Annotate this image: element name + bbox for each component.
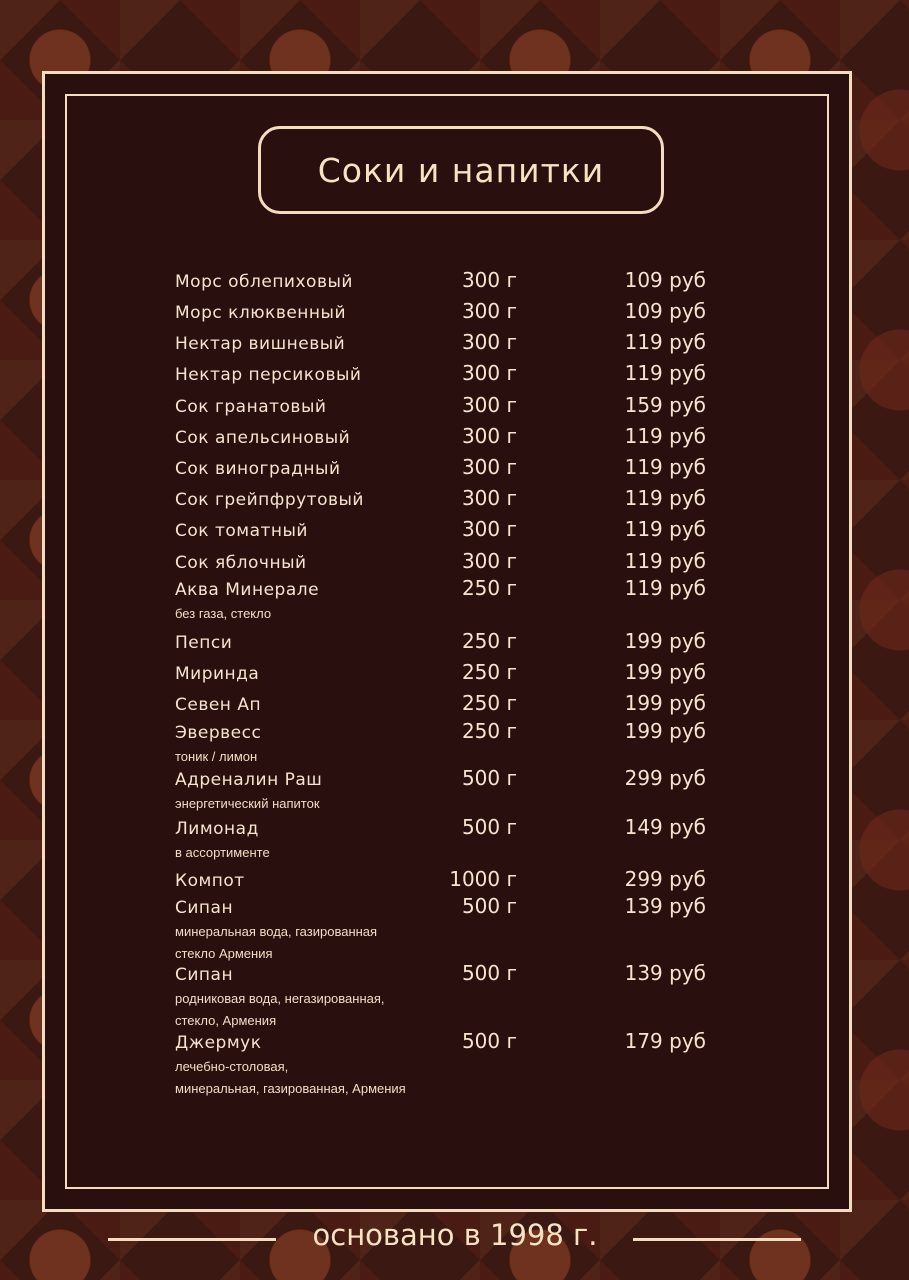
menu-item bbox=[0, 486, 909, 520]
item-volume: 300 г bbox=[461, 330, 517, 354]
item-price: 119 руб bbox=[624, 517, 706, 541]
item-name: Сок гранатовый bbox=[175, 397, 327, 417]
item-name: Сипан bbox=[175, 965, 234, 985]
menu-item bbox=[0, 299, 909, 333]
item-price: 119 руб bbox=[624, 424, 706, 448]
menu-item bbox=[0, 1029, 909, 1096]
item-volume: 300 г bbox=[461, 268, 517, 292]
menu-item bbox=[0, 894, 909, 961]
item-description: минеральная вода, газированная bbox=[175, 924, 378, 939]
item-price: 119 руб bbox=[624, 455, 706, 479]
item-name: Сок томатный bbox=[175, 521, 308, 541]
menu-item bbox=[0, 660, 909, 694]
item-description: тоник / лимон bbox=[175, 749, 258, 764]
menu-item bbox=[0, 766, 909, 811]
item-volume: 250 г bbox=[461, 576, 517, 600]
item-price: 149 руб bbox=[624, 815, 706, 839]
item-price: 199 руб bbox=[624, 719, 706, 743]
item-price: 119 руб bbox=[624, 330, 706, 354]
item-name: Компот bbox=[175, 871, 245, 891]
item-volume: 300 г bbox=[461, 361, 517, 385]
item-name: Сок яблочный bbox=[175, 553, 307, 573]
item-volume: 250 г bbox=[461, 719, 517, 743]
item-name: Севен Ап bbox=[175, 695, 262, 715]
item-description: без газа, стекло bbox=[175, 606, 272, 621]
menu-item bbox=[0, 629, 909, 663]
item-name: Миринда bbox=[175, 664, 260, 684]
title-frame bbox=[258, 126, 664, 214]
item-price: 199 руб bbox=[624, 660, 706, 684]
item-volume: 500 г bbox=[461, 961, 517, 985]
item-volume: 500 г bbox=[461, 815, 517, 839]
item-price: 119 руб bbox=[624, 361, 706, 385]
item-volume: 500 г bbox=[461, 1029, 517, 1053]
menu-item bbox=[0, 576, 909, 621]
footer-right-line bbox=[633, 1238, 801, 1241]
menu-item bbox=[0, 393, 909, 427]
item-price: 109 руб bbox=[624, 299, 706, 323]
item-volume: 250 г bbox=[461, 629, 517, 653]
menu-item bbox=[0, 815, 909, 860]
item-name: Джермук bbox=[175, 1033, 262, 1053]
item-name: Лимонад bbox=[175, 819, 259, 839]
item-name: Эвервесс bbox=[175, 723, 262, 743]
menu-item bbox=[0, 361, 909, 395]
page-title: Соки и напитки bbox=[317, 150, 605, 190]
menu-item bbox=[0, 867, 909, 901]
item-name: Морс клюквенный bbox=[175, 303, 347, 323]
menu-item bbox=[0, 691, 909, 725]
menu-item bbox=[0, 268, 909, 302]
item-name: Нектар персиковый bbox=[175, 365, 362, 385]
menu-item bbox=[0, 961, 909, 1028]
item-name: Морс облепиховый bbox=[175, 272, 353, 292]
item-price: 139 руб bbox=[624, 961, 706, 985]
item-name: Адреналин Раш bbox=[175, 770, 323, 790]
item-volume: 300 г bbox=[461, 486, 517, 510]
item-description: в ассортименте bbox=[175, 845, 270, 860]
item-price: 159 руб bbox=[624, 393, 706, 417]
item-volume: 1000 г bbox=[449, 867, 517, 891]
item-volume: 300 г bbox=[461, 393, 517, 417]
item-price: 109 руб bbox=[624, 268, 706, 292]
item-volume: 250 г bbox=[461, 660, 517, 684]
item-volume: 250 г bbox=[461, 691, 517, 715]
item-description: стекло, Армения bbox=[175, 1013, 277, 1028]
item-volume: 300 г bbox=[461, 455, 517, 479]
item-name: Сипан bbox=[175, 898, 234, 918]
item-description: энергетический напиток bbox=[175, 796, 320, 811]
item-volume: 300 г bbox=[461, 424, 517, 448]
item-price: 299 руб bbox=[624, 766, 706, 790]
item-volume: 300 г bbox=[461, 299, 517, 323]
item-name: Сок апельсиновый bbox=[175, 428, 351, 448]
item-name: Аква Минерале bbox=[175, 580, 320, 600]
item-name: Пепси bbox=[175, 633, 233, 653]
menu-item bbox=[0, 517, 909, 551]
item-price: 299 руб bbox=[624, 867, 706, 891]
item-name: Сок грейпфрутовый bbox=[175, 490, 364, 510]
item-name: Сок виноградный bbox=[175, 459, 341, 479]
item-price: 119 руб bbox=[624, 576, 706, 600]
item-price: 119 руб bbox=[624, 549, 706, 573]
item-price: 139 руб bbox=[624, 894, 706, 918]
item-price: 179 руб bbox=[624, 1029, 706, 1053]
footer-founded-text: основано в 1998 г. bbox=[312, 1218, 598, 1252]
item-description: минеральная, газированная, Армения bbox=[175, 1081, 406, 1096]
item-price: 199 руб bbox=[624, 629, 706, 653]
item-name: Нектар вишневый bbox=[175, 334, 346, 354]
item-volume: 500 г bbox=[461, 894, 517, 918]
item-description: родниковая вода, негазированная, bbox=[175, 991, 385, 1006]
menu-item bbox=[0, 549, 909, 583]
item-description: стекло Армения bbox=[175, 946, 273, 961]
item-volume: 300 г bbox=[461, 517, 517, 541]
menu-item bbox=[0, 719, 909, 764]
item-volume: 300 г bbox=[461, 549, 517, 573]
item-price: 119 руб bbox=[624, 486, 706, 510]
menu-item bbox=[0, 455, 909, 489]
item-volume: 500 г bbox=[461, 766, 517, 790]
menu-item bbox=[0, 330, 909, 364]
item-price: 199 руб bbox=[624, 691, 706, 715]
menu-item bbox=[0, 424, 909, 458]
item-description: лечебно-столовая, bbox=[175, 1059, 289, 1074]
